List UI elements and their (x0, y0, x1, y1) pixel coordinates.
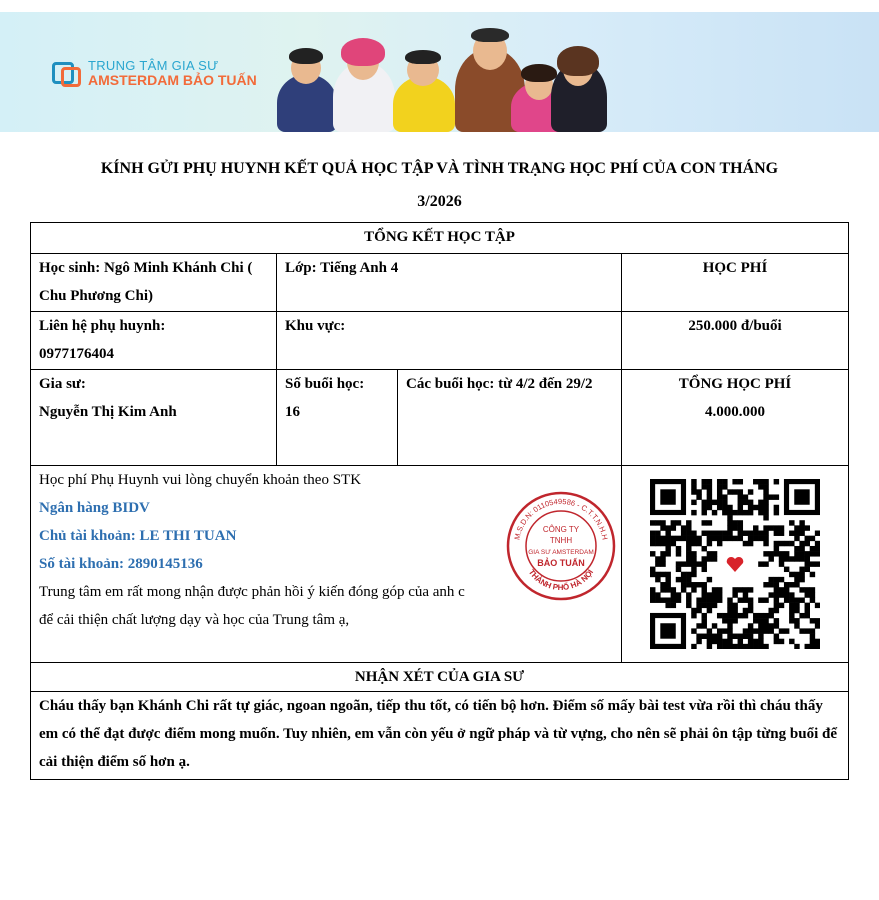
class-cell: Lớp: Tiếng Anh 4 (277, 254, 622, 312)
fee-rate: 250.000 đ/buổi (622, 312, 849, 370)
tutor-label: Gia sư: (39, 376, 86, 392)
svg-text:M.S.D.N: 0110549586 - C.T.T.N. (512, 497, 609, 541)
student-name: Học sinh: Ngô Minh Khánh Chi ( (39, 260, 253, 276)
stamp-line3: GIA SƯ AMSTERDAM (528, 549, 594, 556)
account-owner: Chủ tài khoản: LE THI TUAN (39, 528, 237, 544)
fee-header: HỌC PHÍ (622, 254, 849, 312)
payment-intro: Học phí Phụ Huynh vui lòng chuyển khoản theo STK (39, 472, 362, 488)
center-logo (52, 59, 257, 87)
parent-contact-cell (31, 312, 277, 370)
payment-info-cell (31, 466, 622, 663)
logo-mark-icon (52, 60, 82, 86)
student-name-cont: Chu Phương Chi) (39, 288, 154, 304)
banner-people-photo (275, 12, 605, 132)
total-fee-value: 4.000.000 (705, 404, 766, 420)
result-table (30, 222, 849, 780)
stamp-line1: CÔNG TY (542, 525, 580, 534)
parent-contact-label: Liên hệ phụ huynh: (39, 318, 166, 334)
feedback-note-line1: Trung tâm em rất mong nhận được phản hồi ý kiến đóng góp của anh c (39, 584, 465, 600)
page-title-month: 3/2026 (417, 193, 462, 210)
payment-qr-code[interactable] (650, 479, 820, 649)
sessions-range: Các buổi học: từ 4/2 đến 29/2 (398, 370, 622, 466)
sessions-cell (277, 370, 398, 466)
area-cell: Khu vực: (277, 312, 622, 370)
header-banner (0, 12, 879, 132)
sessions-label: Số buổi học: (285, 376, 365, 392)
tutor-name: Nguyễn Thị Kim Anh (39, 404, 177, 420)
total-fee-header: TỔNG HỌC PHÍ (678, 376, 792, 392)
feedback-note-line2: để cải thiện chất lượng dạy và học của Trung tâm ạ, (39, 612, 350, 628)
total-fee-cell (622, 370, 849, 466)
logo-line-2: AMSTERDAM BẢO TUẤN (88, 72, 257, 88)
account-number: Số tài khoản: 2890145136 (39, 556, 203, 572)
review-header: NHẬN XÉT CỦA GIA SƯ (31, 663, 849, 692)
qr-cell (622, 466, 849, 663)
tutor-review: Cháu thấy bạn Khánh Chi rất tự giác, ngoan ngoãn, tiếp thu tốt, có tiến bộ hơn. Điểm số mấy bài test vừa rồi thì cháu thấy em có thể đạt được điểm mong muốn. Tuy nhiên, em vẫn còn yếu ở ngữ pháp và từ vựng, cho nên sẽ phải ôn tập từng buổi để cải thiện điểm số hơn ạ. (31, 692, 849, 780)
student-cell (31, 254, 277, 312)
stamp-ring-top: M.S.D.N: 0110549586 - C.T.T.N.H.H (512, 496, 610, 541)
sessions-count: 16 (285, 404, 300, 420)
company-stamp (505, 490, 617, 602)
logo-line-1: TRUNG TÂM GIA SƯ (88, 58, 219, 73)
bank-name: Ngân hàng BIDV (39, 500, 150, 516)
page-title: KÍNH GỬI PHỤ HUYNH KẾT QUẢ HỌC TẬP VÀ TÌNH TRẠNG HỌC PHÍ CỦA CON THÁNG (100, 160, 779, 177)
summary-header: TỔNG KẾT HỌC TẬP (31, 223, 849, 254)
parent-phone: 0977176404 (39, 346, 114, 362)
stamp-ring-bottom: THÀNH PHỐ HÀ NỘI (526, 567, 596, 593)
stamp-line4: BẢO TUẤN (537, 558, 585, 568)
tutor-cell (31, 370, 277, 466)
stamp-line2: TNHH (549, 536, 573, 545)
